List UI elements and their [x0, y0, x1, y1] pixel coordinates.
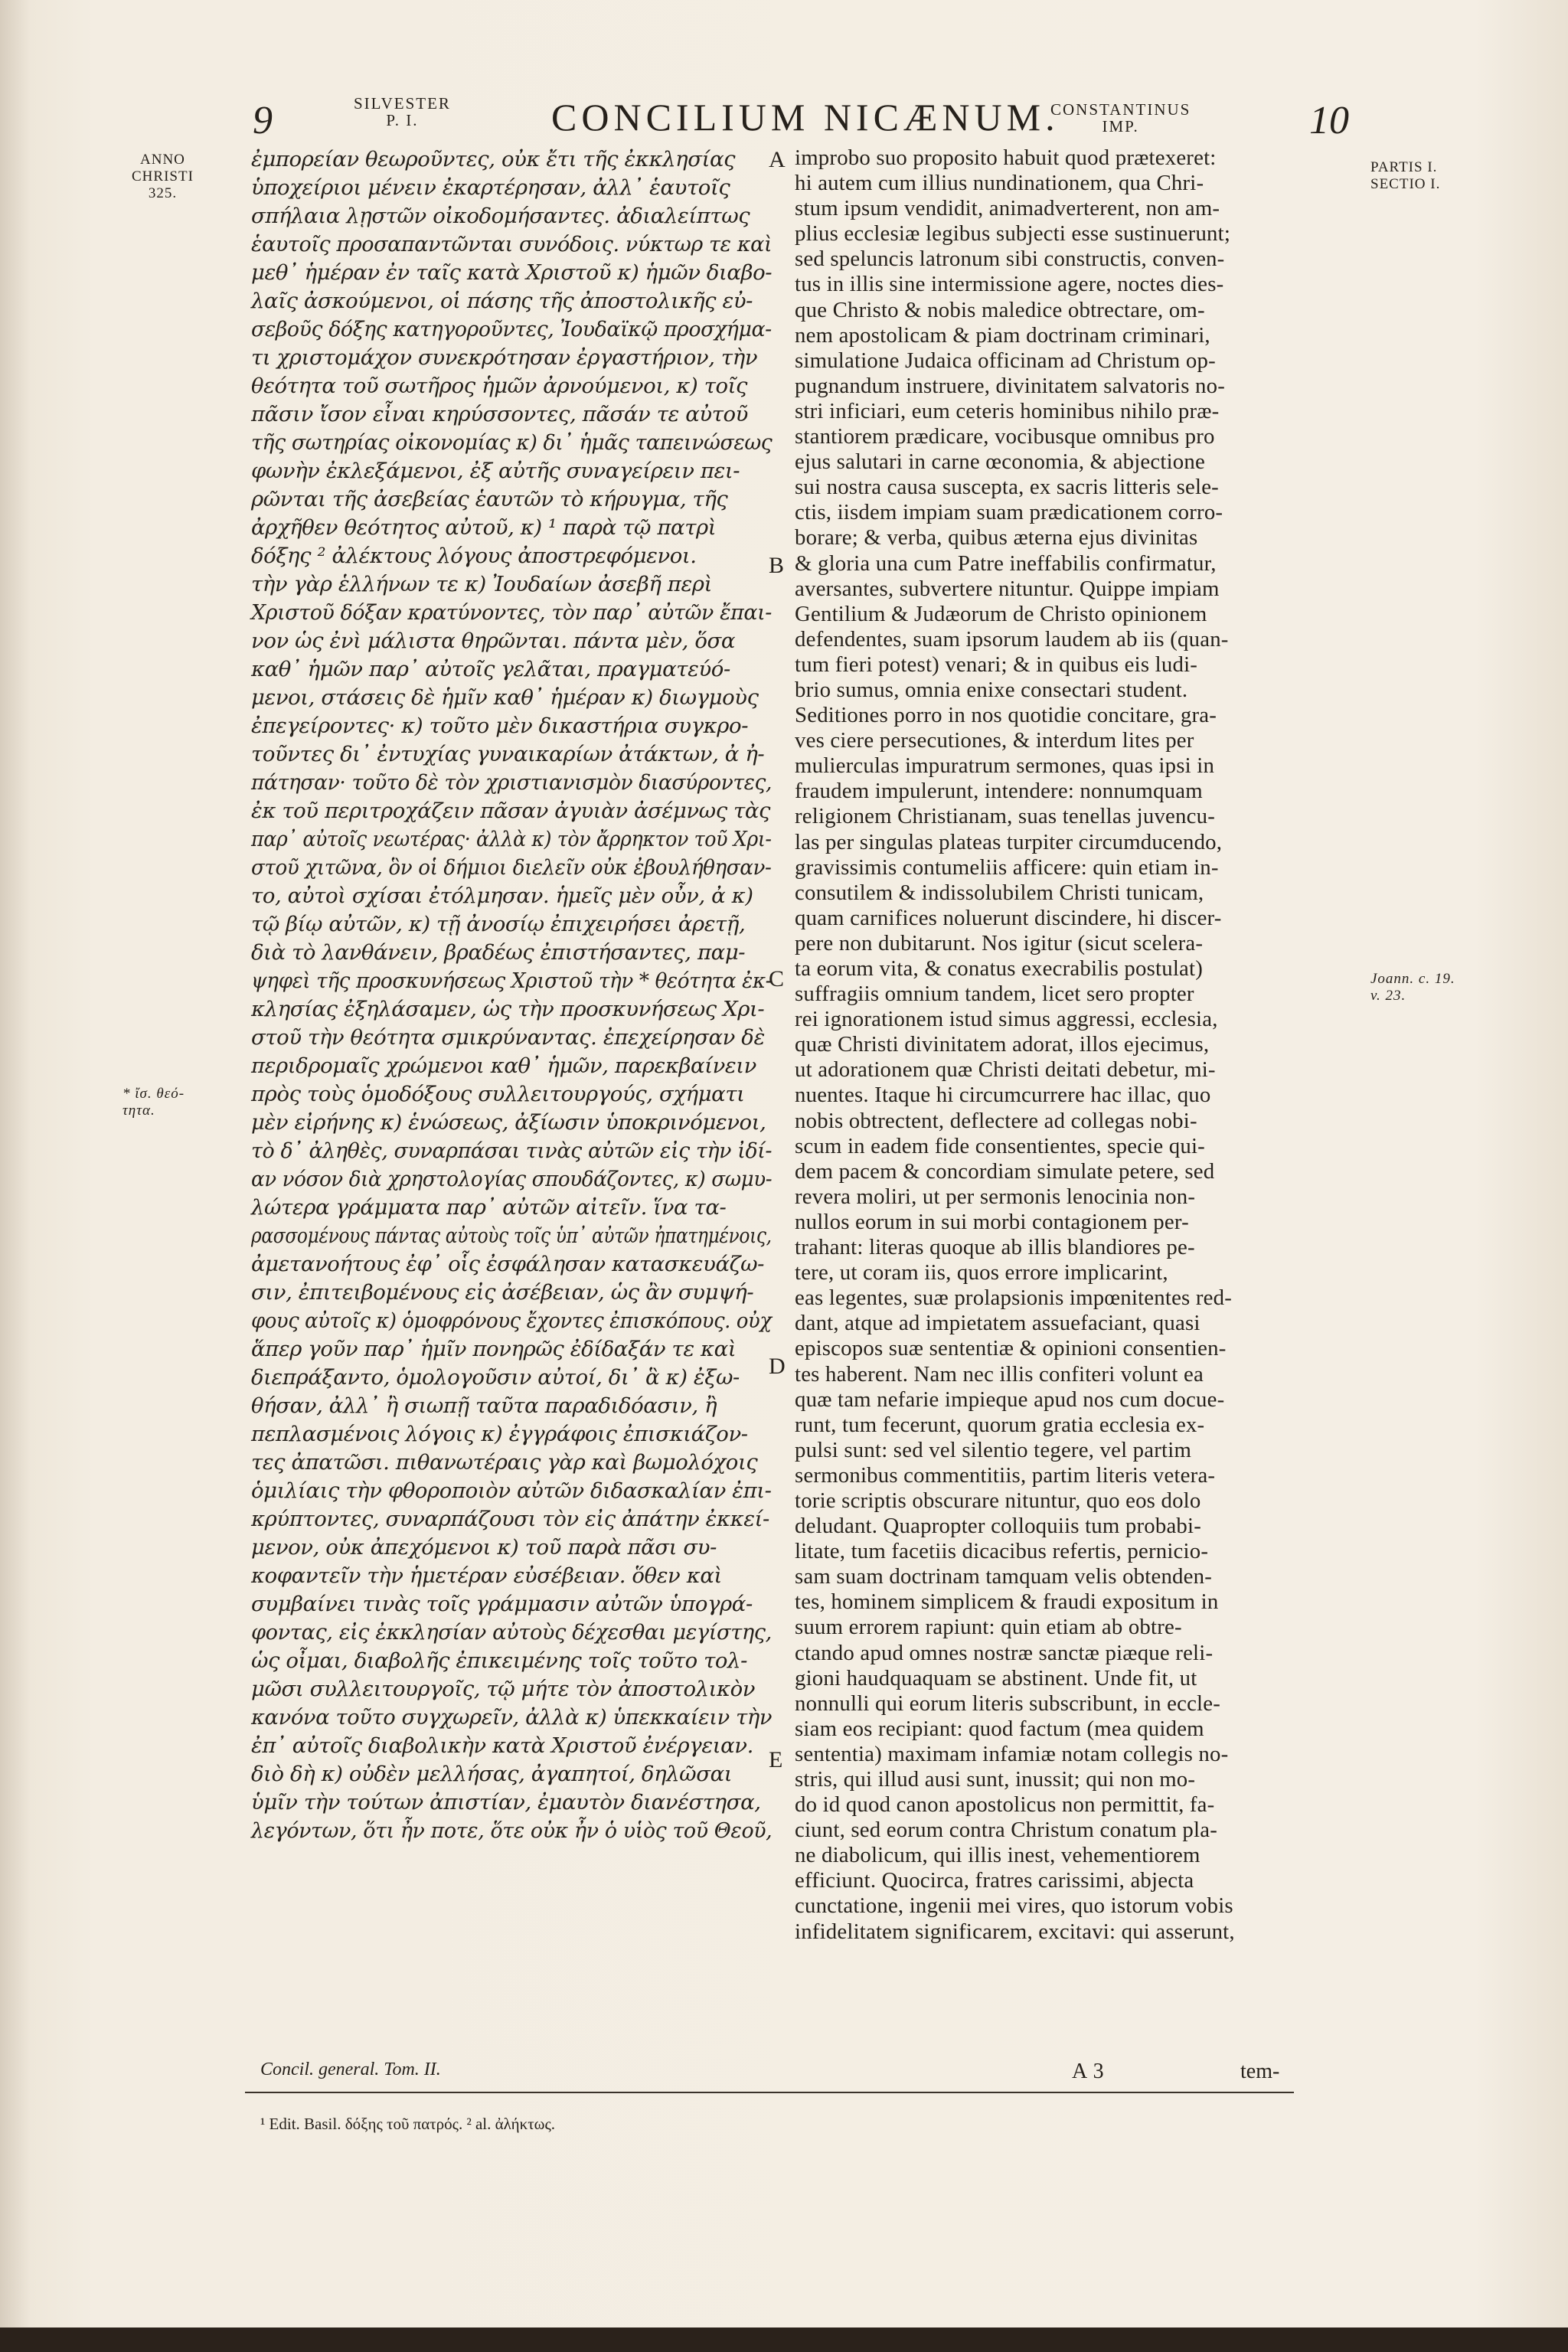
greek-text-line: ρῶνται τῆς ἀσεβείας ἑαυτῶν τὸ κήρυγμα, τῆς	[251, 487, 728, 511]
greek-text-line: ἐπεγείροντες· κ) τοῦτο μὲν δικαστήρια συγκρο-	[251, 714, 749, 738]
latin-text-line: runt, tum fecerunt, quorum gratia ecclesia ex-	[795, 1412, 1205, 1437]
greek-text-line: κρύπτοντες, συναρπάζουσι τὸν εἰς ἀπάτην ἐκκεί-	[251, 1507, 769, 1531]
greek-text-line: το, αὐτοὶ σχίσαι ἐτόλμησαν. ἡμεῖς μὲν οὖν, ἀ κ)	[251, 884, 753, 908]
greek-text-line: λαῖς ἀσκούμενοι, οἱ πάσης τῆς ἀποστολικῆς εὐ-	[251, 289, 753, 313]
latin-text-line: do id quod canon apostolicus non permittit, fa-	[795, 1792, 1215, 1818]
latin-text-line: efficiunt. Quocirca, fratres carissimi, abjecta	[795, 1868, 1194, 1893]
latin-text-line: aversantes, subvertere nituntur. Quippe impiam	[795, 576, 1220, 601]
latin-text-line: borare; & verba, quibus æterna ejus divinitas	[795, 525, 1198, 550]
greek-text-line: ψηφεὶ τῆς προσκυνήσεως Χριστοῦ τὴν * θεότητα ἐκ-	[251, 969, 773, 993]
running-head-right-line2: IMP.	[1102, 117, 1139, 136]
greek-text-line: κλησίας ἐξηλάσαμεν, ὡς τὴν προσκυνήσεως Χρι-	[251, 997, 765, 1021]
greek-text-line: πεπλασμένοις λόγοις κ) ἐγγράφοις ἐπισκιάζον-	[251, 1422, 748, 1446]
latin-text-line: tes haberent. Nam nec illis confiteri volunt ea	[795, 1361, 1204, 1387]
greek-text-line: μὲν εἰρήνης κ) ἑνώσεως, ἀξίωσιν ὑποκρινόμενοι,	[251, 1110, 766, 1135]
latin-text-line: stri inficiari, eum ceteris hominibus nihilo præ-	[795, 398, 1220, 423]
greek-text-line: πάτησαν· τοῦτο δὲ τὸν χριστιανισμὸν διασύροντες,	[251, 770, 773, 795]
latin-text-line: tere, ut coram iis, quos errore implicarint,	[795, 1260, 1168, 1285]
greek-text-line: ἀρχῆθεν θεότητος αὐτοῦ, κ) ¹ παρὰ τῷ πατρὶ	[251, 515, 717, 540]
latin-text-line: ciunt, sed eorum contra Christum conatum pla-	[795, 1818, 1218, 1843]
greek-text-line: θεότητα τοῦ σωτῆρος ἡμῶν ἀρνούμενοι, κ) τοῖς	[251, 374, 748, 398]
greek-text-line: μῶσι συλλειτουργοῖς, τῷ μήτε τὸν ἀποστολικὸν	[251, 1677, 756, 1701]
latin-text-line: simulatione Judaica officinam ad Christum op-	[795, 348, 1216, 373]
latin-text-line: Gentilium & Judæorum de Christo opinionem	[795, 601, 1207, 626]
latin-text-line: religionem Christianam, suas tenellas juvencu-	[795, 804, 1216, 829]
latin-text-line: nullos eorum in sui morbi contagionem per-	[795, 1209, 1189, 1234]
latin-text-line: pulsi sunt: sed vel silentio tegere, vel partim	[795, 1437, 1192, 1462]
margin-greek-note-line1: * ἴσ. θεό-	[122, 1086, 185, 1102]
catchword: tem-	[1240, 2060, 1280, 2083]
greek-text-line: ἐπ᾽ αὐτοῖς διαβολικὴν κατὰ Χριστοῦ ἐνέργειαν.	[251, 1733, 753, 1758]
greek-text-line: πᾶσιν ἴσον εἶναι κηρύσσοντες, πᾶσάν τε αὐτοῦ	[251, 402, 748, 426]
margin-year-line3: 325.	[148, 185, 178, 201]
margin-partis-line2: SECTIO I.	[1370, 176, 1441, 192]
margin-partis-line1: PARTIS I.	[1370, 159, 1438, 175]
latin-text-line: deludant. Quapropter colloquiis tum probabi-	[795, 1514, 1202, 1539]
greek-text-line: διὰ τὸ λανθάνειν, βραδέως ἐπιστήσαντες, παμ-	[251, 940, 746, 965]
latin-text-line: sententia) maximam infamiæ notam collegis no-	[795, 1741, 1229, 1766]
latin-text-line: suffragiis omnium tandem, licet sero propter	[795, 982, 1194, 1007]
greek-text-line: ἐκ τοῦ περιτροχάζειν πᾶσαν ἀγυιὰν ἀσέμνως τὰς	[251, 799, 771, 823]
latin-text-line: consutilem & indissolubilem Christi tunicam,	[795, 880, 1204, 905]
latin-text-line: tus in illis sine intermissione agere, noctes dies-	[795, 272, 1224, 297]
greek-text-line: συμβαίνει τινὰς τοῖς γράμμασιν αὐτῶν ὑπογρά-	[251, 1592, 753, 1616]
greek-text-line: τὴν γὰρ ἑλλήνων τε κ) Ἰουδαίων ἀσεβῆ περὶ	[251, 572, 712, 596]
latin-text-line: fraudem impulerunt, intendere: nonnumquam	[795, 779, 1203, 804]
latin-text-line: quam carnifices noluerunt discindere, hi discer-	[795, 905, 1222, 930]
section-mark-a: A	[769, 147, 786, 172]
latin-text-line: que Christo & nobis maledice obtrectare, om-	[795, 297, 1205, 322]
latin-text-line: quæ tam nefarie impieque apud nos cum docue-	[795, 1387, 1225, 1412]
latin-text-line: ejus salutari in carne œconomia, & abjectione	[795, 449, 1205, 475]
latin-text-line: torie scriptis obscurare nituntur, quo eos dolo	[795, 1488, 1201, 1513]
running-head-left-line1: SILVESTER	[354, 94, 451, 113]
latin-text-column	[795, 145, 1361, 1945]
latin-text-line: infidelitatem significarem, excitavi: qui asserunt,	[795, 1919, 1235, 1944]
section-mark-e: E	[769, 1747, 783, 1772]
latin-text-line: quæ Christi divinitatem adorat, illos ejecimus,	[795, 1032, 1210, 1057]
greek-text-line: πρὸς τοὺς ὁμοδόξους συλλειτουργούς, σχήματι	[251, 1082, 745, 1106]
greek-text-line: δόξης ² ἀλέκτους λόγους ἀποστρεφόμενοι.	[251, 544, 697, 568]
greek-text-line: ρασσομένους πάντας αὐτοὺς τοῖς ὑπ᾽ αὐτῶν ἠπατημένοις,	[251, 1223, 772, 1248]
greek-text-line: στοῦ χιτῶνα, ὃν οἱ δήμιοι διελεῖν οὐκ ἐβουλήθησαν-	[251, 855, 772, 880]
latin-text-line: gioni haudquaquam se abstinent. Unde fit, ut	[795, 1665, 1197, 1690]
greek-text-line: Χριστοῦ δόξαν κρατύνοντες, τὸν παρ᾽ αὐτῶν ἔπαι-	[251, 600, 772, 625]
latin-text-line: stris, qui illud ausi sunt, inussit; qui non mo-	[795, 1767, 1196, 1792]
greek-text-line: θήσαν, ἀλλ᾽ ἢ σιωπῇ ταῦτα παραδιδόασιν, ἢ	[251, 1393, 717, 1418]
latin-text-line: pere non dubitarunt. Nos igitur (sicut scelera-	[795, 930, 1204, 956]
latin-text-line: improbo suo proposito habuit quod prætexeret:	[795, 145, 1217, 170]
scan-bottom-edge	[0, 2328, 1568, 2352]
latin-text-line: revera moliri, ut per sermonis lenocinia non-	[795, 1184, 1196, 1209]
margin-greek-note	[122, 1086, 185, 1119]
margin-partis	[1370, 159, 1440, 193]
latin-text-line: ctis, iisdem impiam suam prædicationem corro-	[795, 500, 1223, 525]
greek-text-line: ὡς οἶμαι, διαβολῆς ἐπικειμένης τοῖς τοῦτο τολ-	[251, 1648, 747, 1673]
latin-text-line: rei ignorationem istud simus aggressi, ecclesia,	[795, 1007, 1218, 1032]
greek-text-line: μενον, οὐκ ἀπεχόμενοι κ) τοῦ παρὰ πᾶσι συ-	[251, 1535, 717, 1560]
latin-text-line: ta eorum vita, & conatus execrabilis postulat)	[795, 956, 1203, 981]
volume-reference: Concil. general. Tom. II.	[260, 2060, 441, 2079]
latin-text-line: scum in eadem fide consentientes, specie qui-	[795, 1133, 1205, 1158]
margin-year-line1: ANNO	[140, 152, 185, 168]
latin-text-line: sui nostra causa suscepta, ex sacris litteris sele-	[795, 475, 1219, 500]
latin-text-line: nobis obtrectent, deflectere ad collegas nobi-	[795, 1108, 1197, 1133]
margin-greek-note-line2: τητα.	[122, 1102, 155, 1119]
greek-text-line: τῷ βίῳ αὐτῶν, κ) τῇ ἀνοσίῳ ἐπιχειρήσει ἀρετῇ,	[251, 912, 746, 936]
latin-text-line: sermonibus commentitiis, partim literis vetera-	[795, 1462, 1216, 1488]
greek-text-line: κοφαντεῖν τὴν ἡμετέραν εὐσέβειαν. ὅθεν καὶ	[251, 1563, 722, 1588]
running-head-right-line1: CONSTANTINUS	[1050, 100, 1191, 119]
greek-text-line: ἐμπορείαν θεωροῦντες, οὐκ ἔτι τῆς ἐκκλησίας	[251, 147, 736, 172]
running-head-left	[354, 95, 451, 129]
latin-text-line: eas legentes, suæ prolapsionis impœnitentes red-	[795, 1285, 1233, 1311]
latin-text-line: siam eos recipiant: quod factum (mea quidem	[795, 1716, 1204, 1741]
greek-text-line: αν νόσον διὰ χρηστολογίας σπουδάζοντες, κ) σωμυ-	[251, 1167, 773, 1191]
latin-text-line: hi autem cum illius nundinationem, qua Chri-	[795, 171, 1204, 196]
latin-text-line: stum ipsum vendidit, animadverterent, non am-	[795, 196, 1220, 221]
running-head-left-line2: P. I.	[386, 111, 419, 129]
latin-text-line: dem pacem & concordiam simulate petere, sed	[795, 1158, 1215, 1184]
greek-text-line: λώτερα γράμματα παρ᾽ αὐτῶν αἰτεῖν. ἵνα τα-	[251, 1195, 727, 1220]
greek-text-line: καθ᾽ ἡμῶν παρ᾽ αὐτοῖς γελᾶται, πραγματεύό-	[251, 657, 730, 681]
margin-scripture-line1: Joann. c. 19.	[1370, 971, 1455, 987]
latin-text-line: trahant: literas quoque ab illis blandiores pe-	[795, 1235, 1195, 1260]
printer-signature: A 3	[1072, 2060, 1105, 2083]
greek-text-line: μενοι, στάσεις δὲ ἡμῖν καθ᾽ ἡμέραν κ) διωγμοὺς	[251, 685, 759, 710]
margin-year	[132, 152, 194, 202]
greek-text-line: τῆς σωτηρίας οἰκονομίας κ) δι᾽ ἡμᾶς ταπεινώσεως	[251, 430, 773, 455]
latin-text-line: tes, hominem simplicem & fraudi expositum in	[795, 1589, 1219, 1615]
page-title: CONCILIUM NICÆNUM.	[551, 96, 1060, 139]
latin-text-line: Seditiones porro in nos quotidie concitare, gra-	[795, 703, 1217, 728]
greek-text-line: λεγόντων, ὅτι ἦν ποτε, ὅτε οὐκ ἦν ὁ υἱὸς τοῦ Θεοῦ,	[251, 1818, 773, 1843]
page-number-left: 9	[253, 99, 273, 142]
latin-text-line: litate, tum facetiis dicacibus refertis, pernicio-	[795, 1539, 1209, 1564]
greek-text-line: τι χριστομάχον συνεκρότησαν ἐργαστήριον, τὴν	[251, 345, 758, 370]
latin-text-line: cunctatione, ingenii mei vires, quo istorum vobis	[795, 1893, 1233, 1919]
latin-text-line: mulierculas impuratrum sermones, quas ipsi in	[795, 753, 1215, 779]
greek-text-line: διὸ δὴ κ) οὐδὲν μελλήσας, ἀγαπητοί, δηλῶσαι	[251, 1762, 733, 1786]
latin-text-line: nem apostolicam & piam doctrinam criminari,	[795, 322, 1210, 348]
greek-text-line: τες ἀπατῶσι. πιθανωτέραις γὰρ καὶ βωμολόχοις	[251, 1450, 758, 1475]
margin-year-line2: CHRISTI	[132, 168, 194, 185]
greek-text-line: σπήλαια λῃστῶν οἰκοδομήσαντες. ἀδιαλείπτως	[251, 204, 750, 228]
greek-text-line: σιν, ἐπιτειβομένους εἰς ἀσέβειαν, ὡς ἂν συμψή-	[251, 1280, 754, 1305]
greek-text-line: τὸ δ᾽ ἀληθὲς, συναρπάσαι τινὰς αὐτῶν εἰς τὴν ἰδί-	[251, 1138, 773, 1163]
greek-text-line: ὑμῖν τὴν τούτων ἀπιστίαν, ἐμαυτὸν διανέστησα,	[251, 1790, 761, 1815]
greek-text-line: ἑαυτοῖς προσαπαντῶνται συνόδοις. νύκτωρ τε καὶ	[251, 232, 773, 256]
greek-text-line: ἅπερ γοῦν παρ᾽ ἡμῖν πονηρῶς ἐδίδαξάν τε καὶ	[251, 1337, 737, 1361]
latin-text-line: ctando apud omnes nostræ sanctæ piæque reli-	[795, 1640, 1214, 1665]
greek-text-line: μεθ᾽ ἡμέραν ἐν ταῖς κατὰ Χριστοῦ κ) ἡμῶν διαβο-	[251, 260, 773, 285]
footnote: ¹ Edit. Basil. δόξης τοῦ πατρός. ² al. ἀλήκτως.	[260, 2115, 556, 2133]
page-number-right: 10	[1309, 99, 1349, 142]
latin-text-line: gravissimis contumeliis afficere: quin etiam in-	[795, 854, 1219, 880]
greek-text-line: ἀμετανοήτους ἐφ᾽ οἷς ἐσφάλησαν κατασκευάζω-	[251, 1252, 765, 1276]
latin-text-line: las per singulas plateas turpiter circumducendo,	[795, 829, 1223, 854]
greek-text-line: φωνὴν ἐκλεξάμενοι, ἐξ αὐτῆς συναγείρειν πει-	[251, 459, 740, 483]
latin-text-line: dant, atque ad impietatem assuefaciant, quasi	[795, 1311, 1200, 1336]
latin-text-line: ut adorationem quæ Christi deitati debetur, mi-	[795, 1057, 1216, 1083]
footnote-rule	[245, 2092, 1294, 2093]
latin-text-line: defendentes, suam ipsorum laudem ab iis (quan-	[795, 626, 1229, 652]
greek-text-line: φους αὐτοῖς κ) ὁμοφρόνους ἔχοντες ἐπισκόπους. οὐχ	[251, 1308, 772, 1333]
latin-text-line: ves ciere persecutiones, & interdum lites per	[795, 728, 1194, 753]
section-mark-d: D	[769, 1354, 786, 1379]
margin-scripture-line2: v. 23.	[1370, 988, 1406, 1004]
latin-text-line: suum errorem rapiunt: quin etiam ab obtre-	[795, 1615, 1182, 1640]
running-head-right	[1050, 101, 1191, 135]
latin-text-line: tum fieri potest) venari; & in quibus eis ludi-	[795, 652, 1198, 677]
latin-text-line: sed speluncis latronum sibi constructis, conven-	[795, 247, 1225, 272]
latin-text-line: & gloria una cum Patre ineffabilis confirmatur,	[795, 550, 1217, 576]
greek-text-line: σεβοῦς δόξης κατηγοροῦντες, Ἰουδαϊκῷ προσχήμα-	[251, 317, 772, 341]
latin-text-line: pugnandum instruere, divinitatem salvatoris no-	[795, 373, 1226, 398]
greek-text-line: φοντας, εἰς ἐκκλησίαν αὐτοὺς δέχεσθαι μεγίστης,	[251, 1620, 772, 1645]
greek-text-line: ὁμιλίαις τὴν φθοροποιὸν αὐτῶν διδασκαλίαν ἐπι-	[251, 1478, 772, 1503]
latin-text-line: stantiorem prædicare, vocibusque omnibus pro	[795, 424, 1215, 449]
gutter-shadow	[0, 0, 31, 2328]
greek-text-line: διεπράξαντο, ὁμολογοῦσιν αὐτοί, δι᾽ ἃ κ) ἐξω-	[251, 1365, 740, 1390]
section-mark-b: B	[769, 553, 785, 578]
greek-text-line: παρ᾽ αὐτοῖς νεωτέρας· ἀλλὰ κ) τὸν ἄρρηκτον τοῦ Χρι-	[251, 827, 772, 851]
greek-text-line: νον ὡς ἐνὶ μάλιστα θηρῶνται. πάντα μὲν, ὅσα	[251, 629, 736, 653]
latin-text-line: plius ecclesiæ legibus subjecti esse sustinuerunt;	[795, 221, 1231, 247]
latin-text-line: ne diabolicum, qui illis inest, vehementiorem	[795, 1843, 1200, 1868]
margin-scripture-reference	[1370, 971, 1455, 1004]
greek-text-line: ὑποχείριοι μένειν ἐκαρτέρησαν, ἀλλ᾽ ἑαυτοῖς	[251, 175, 730, 200]
greek-text-column	[251, 145, 772, 1845]
section-mark-c: C	[769, 966, 785, 991]
latin-text-line: nuentes. Itaque hi circumcurrere hac illac, quo	[795, 1083, 1211, 1108]
greek-text-line: περιδρομαῖς χρώμενοι καθ᾽ ἡμῶν, παρεκβαίνειν	[251, 1054, 756, 1078]
greek-text-line: κανόνα τοῦτο συγχωρεῖν, ἀλλὰ κ) ὑπεκκαίειν τὴν	[251, 1705, 773, 1730]
latin-text-line: nonnulli qui eorum literis subscribunt, in eccle-	[795, 1690, 1221, 1716]
latin-text-line: brio sumus, omnia enixe consectari student.	[795, 677, 1188, 702]
greek-text-line: στοῦ τὴν θεότητα σμικρύναντας. ἐπεχείρησαν δὲ	[251, 1025, 765, 1050]
latin-text-line: episcopos suæ sententiæ & opinioni consentien-	[795, 1336, 1227, 1361]
greek-text-line: τοῦντες δι᾽ ἐντυχίας γυναικαρίων ἀτάκτων, ἀ ἠ-	[251, 742, 765, 766]
latin-text-line: sam suam doctrinam tamquam velis obtenden-	[795, 1564, 1213, 1589]
